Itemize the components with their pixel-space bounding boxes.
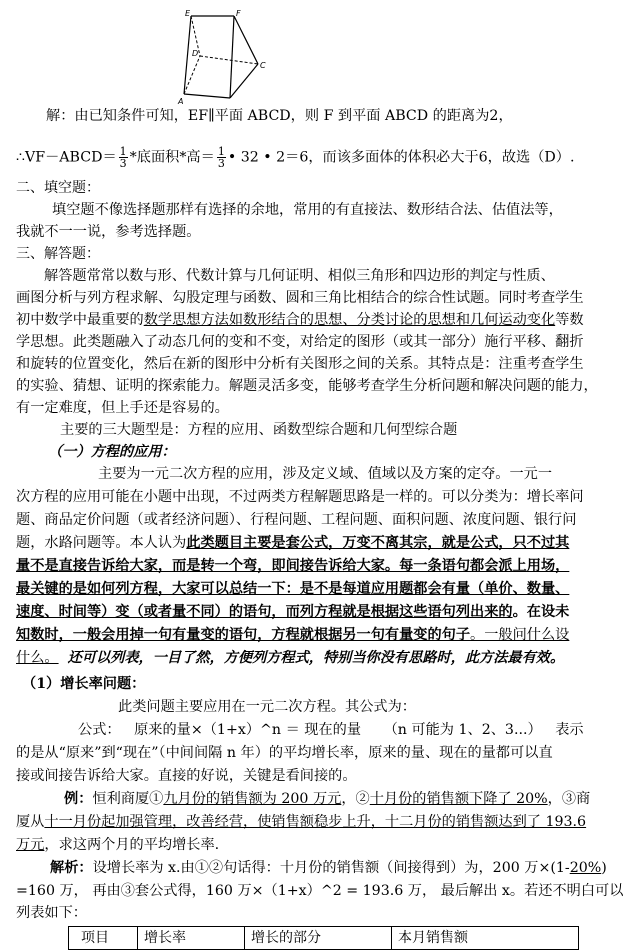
table-header-cell: 本月销售额 <box>398 930 468 946</box>
subsection1-l4 <box>16 533 624 553</box>
subsection1-l4-bold: 此类题目主要是套公式，万变不离其宗，就是公式，只不过其 <box>186 535 570 551</box>
frac-num: 1 <box>119 145 127 158</box>
section3-l6: 的实验、猜想、证明的探索能力。解题灵活多变，能够考查学生分析问题和解决问题的能力， <box>16 378 598 394</box>
example-line-2 <box>16 812 624 832</box>
section3-l2: 画图分析与列方程求解、勾股定理与函数、圆和三角比相结合的综合性试题。同时考查学生 <box>16 290 584 306</box>
section3-l1: 解答题常常以数与形、代数计算与几何证明、相似三角形和四边形的判定与性质、 <box>44 268 555 284</box>
table-header-cell: 增长的部分 <box>245 927 392 949</box>
formula-body: 原来的量×（1+x）^n ＝ 现在的量 <box>134 722 362 738</box>
subsection1-l6: 最关键的是如何列方程，大家可以总结一下：是不是每道应用题都会有量（单价、数量、 <box>16 581 570 597</box>
edge-ab <box>184 94 230 98</box>
subsection1-l9 <box>16 648 624 668</box>
growth-table-header <box>68 926 579 950</box>
subsection1-l2: 次方程的应用可能在小题中出现，不过两类方程解题思路是一样的。可以分类为：增长率问 <box>16 489 584 505</box>
example-label: 例： <box>64 791 93 807</box>
section3-heading: 三、解答题： <box>16 246 100 262</box>
ex3-u: 万元 <box>16 837 45 853</box>
ex2-a: 厦从 <box>16 814 45 830</box>
label-d: D <box>192 49 199 58</box>
ex1-a: 恒利商厦① <box>92 791 164 807</box>
solution-line-1: 解：由已知条件可知，EF∥平面 ABCD，则 F 到平面 ABCD 的距离为2， <box>46 108 513 124</box>
formula-label: 公式： <box>78 722 121 738</box>
subsection1-l7-b: 。在设未 <box>512 604 570 620</box>
an1-b: ) <box>601 860 607 876</box>
label-f: F <box>236 9 241 18</box>
table-header-cell: 项目 <box>69 927 138 949</box>
ex1-b: ，② <box>341 791 370 807</box>
an1-a: 设增长率为 x.由①②句话得：十月份的销售额（间接得到）为，200 万×(1- <box>92 860 570 876</box>
section3-l3-b: 等数 <box>555 312 584 328</box>
example-line-1 <box>64 789 624 809</box>
subsection1-l7 <box>16 602 624 622</box>
section2-p1: 填空题不像选择题那样有选择的余地，常用的有直接法、数形结合法、估值法等， <box>52 202 563 218</box>
subsection1-l1: 主要为一元二次方程的应用，涉及定义域、值域以及方案的定夺。一元一 <box>98 466 553 482</box>
an1-u: 20% <box>569 860 602 876</box>
frac-num-2: 1 <box>217 145 225 158</box>
analysis-label: 解析： <box>50 860 93 876</box>
fraction-one-third <box>119 146 128 169</box>
frac-den: 3 <box>119 157 127 170</box>
ex2-u: 十一月份起加强管理，改善经营，使销售额稳步上升，十二月份的销售额达到了 193.6 <box>44 814 587 830</box>
subsection1-l5: 量不是直接告诉给大家，而是转一个弯，即间接告诉给大家。每一条语句都会派上用场， <box>16 558 570 574</box>
section3-l3 <box>16 310 624 330</box>
section3-l3-a: 初中数学中最重要的 <box>16 312 144 328</box>
subsection1-l9-bold-italic: 还可以列表，一目了然，方便列方程式，特别当你没有思路时，此方法最有效。 <box>67 650 565 666</box>
label-a: A <box>178 97 184 106</box>
growth-heading: （1）增长率问题： <box>22 676 146 692</box>
solution-line-2 <box>16 146 624 169</box>
edge-fb <box>230 16 234 98</box>
ex1-u2: 十月份的销售额下降了 20% <box>369 791 548 807</box>
subsection1-l3: 题、商品定价问题（或者经济问题）、行程问题、工程问题、面积问题、浓度问题、银行问 <box>16 512 577 528</box>
label-c: C <box>260 61 266 70</box>
edge-ea <box>184 16 191 94</box>
section3-l7: 有一定难度，但上手还是容易的。 <box>16 400 229 416</box>
ex1-c: ，③商 <box>547 791 591 807</box>
formula-note: （n 可能为 1、2、3...） <box>383 722 542 738</box>
solution-mid: *底面积*高＝ <box>129 149 215 166</box>
section3-l4: 学思想。此类题融入了动态几何的变和不变，对给定的图形（或其一部分）施行平移、翻折 <box>16 334 584 350</box>
section3-l3-underlined: 数学思想方法如数形结合的思想、分类讨论的思想和几何运动变化 <box>143 312 556 328</box>
ex3-b: ，求这两个月的平均增长率. <box>44 837 220 853</box>
subsection1-heading: （一）方程的应用： <box>48 444 176 460</box>
analysis-line-2: =160 万， 再由③套公式得，160 万×（1+x）^2 = 193.6 万， 最后解出 x。若还不明白可以 <box>16 883 624 899</box>
growth-l3: 的是从“原来”到“现在”（中间间隔 n 年）的平均增长率，原来的量、现在的量都可以直 <box>16 745 553 761</box>
section3-l5: 和旋转的位置变化，然后在新的图形中分析有关图形之间的关系。其特点是：注重考查学生 <box>16 356 584 372</box>
table-header-cell: 增长率 <box>138 927 245 949</box>
section2-p2: 我就不一一说，参考选择题。 <box>16 224 201 240</box>
subsection1-l8 <box>16 625 624 645</box>
label-e: E <box>185 9 191 18</box>
fraction-one-third-2 <box>217 146 226 169</box>
subsection1-l7-bold: 速度、时间等）变（或者量不同）的语句，而列方程就是根据这些语句列出来的 <box>16 604 513 620</box>
edge-fc <box>234 16 258 64</box>
formula-tail: 表示 <box>555 722 584 738</box>
growth-l1: 此类问题主要应用在一元二次方程。其公式为： <box>118 699 416 715</box>
solution-vf: ∴VF－ABCD＝ <box>16 149 117 166</box>
section3-l8: 主要的三大题型是：方程的应用、函数型综合题和几何型综合题 <box>60 422 458 438</box>
analysis-line-1 <box>50 858 624 878</box>
subsection1-l4-a: 题，水路问题等。本人认为 <box>16 535 187 551</box>
solution-end: • 32 • 2＝6，而该多面体的体积必大于6，故选（D）. <box>227 149 575 166</box>
section2-heading: 二、填空题： <box>16 180 100 196</box>
frac-den-2: 3 <box>217 157 225 170</box>
example-line-3 <box>16 835 624 855</box>
ex1-u1: 九月份的销售额为 200 万元 <box>163 791 342 807</box>
subsection1-l9-a: 什么。 <box>16 650 59 666</box>
analysis-line-3: 列表如下： <box>16 905 87 921</box>
polyhedron-figure <box>168 8 278 112</box>
edge-bc <box>230 64 258 98</box>
subsection1-l8-b: 。一般问什么设 <box>470 627 570 643</box>
growth-l2 <box>78 720 624 740</box>
subsection1-l8-bold: 知数时，一般会用掉一句有量变的语句，方程就根据另一句有量变的句子 <box>16 627 471 643</box>
edge-dc <box>200 56 258 64</box>
growth-l4: 接或间接告诉给大家。直接的好说，关键是看间接的。 <box>16 768 357 784</box>
